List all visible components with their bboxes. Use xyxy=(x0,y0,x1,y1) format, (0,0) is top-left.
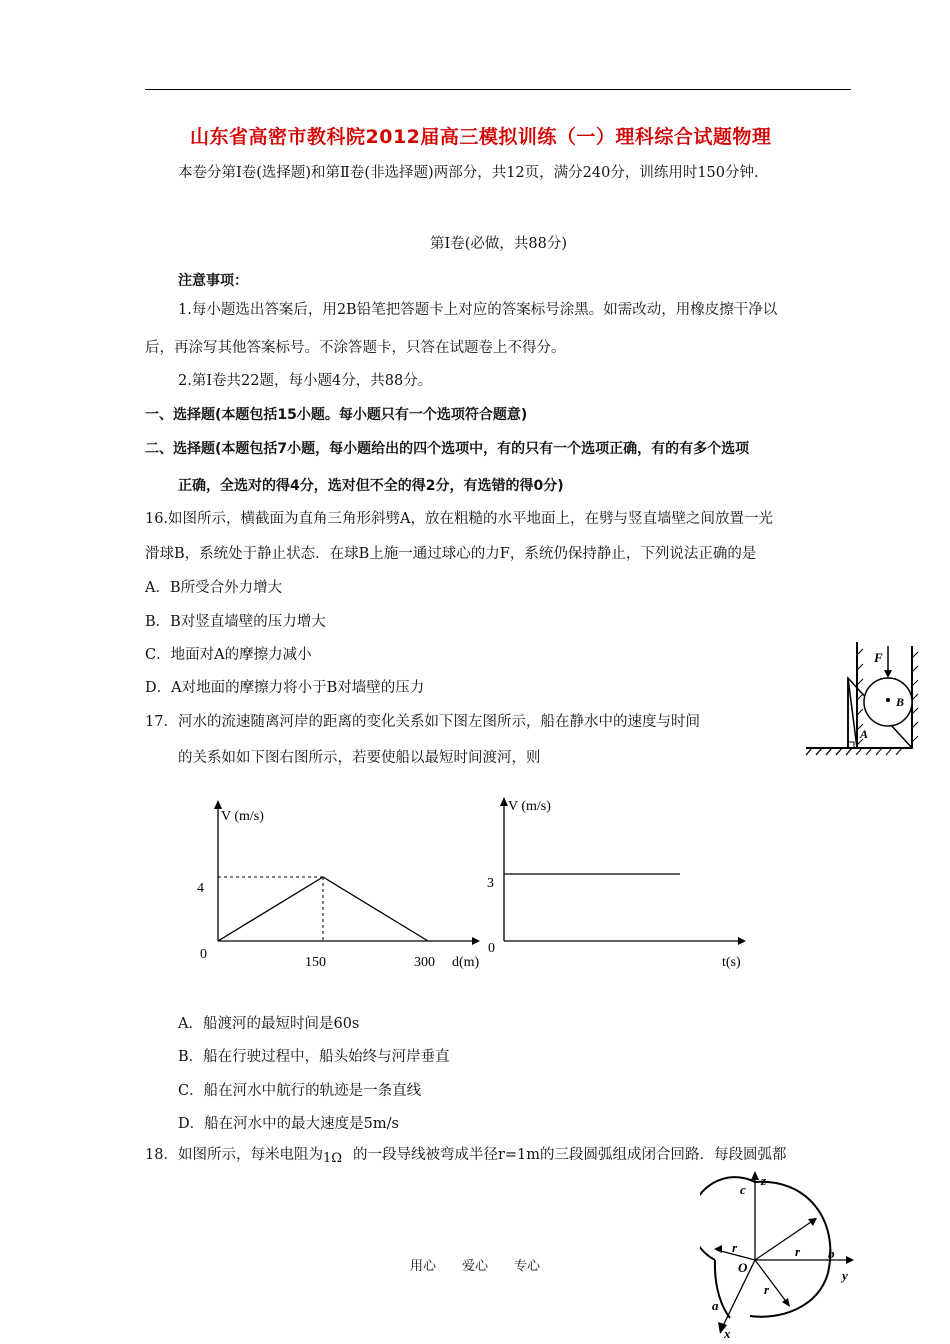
note-1-line-1: 1.每小题选出答案后，用2B铅笔把答题卡上对应的答案标号涂黑。如需改动，用橡皮擦干净以 xyxy=(178,302,778,318)
wedge-a-label: A xyxy=(860,727,869,741)
label-y: y xyxy=(842,1268,848,1283)
y-axis-label: V (m/s) xyxy=(221,809,264,824)
y-axis-arrow xyxy=(214,800,222,809)
boat-speed-chart xyxy=(480,790,770,975)
radius-upper-right-arrow xyxy=(808,1218,817,1226)
q17-line-1: 17．河水的流速随离河岸的距离的变化关系如下图左图所示，船在静水中的速度与时间 xyxy=(145,714,700,730)
q18-text-b: 的一段导线被弯成半径r=1m的三段圆弧组成闭合回路．每段圆弧都 xyxy=(352,1147,787,1163)
x-axis-label: d(m) xyxy=(452,955,480,970)
y-axis-label: V (m/s) xyxy=(508,799,551,814)
q16-option-a: A．B所受合外力增大 xyxy=(145,580,283,596)
header-rule xyxy=(145,89,851,90)
part-2-heading-line-2: 正确，全选对的得4分，选对但不全的得2分，有选错的得0分) xyxy=(178,478,564,494)
q17-option-c: C．船在河水中航行的轨迹是一条直线 xyxy=(178,1083,422,1099)
label-r-right: r xyxy=(795,1244,801,1259)
radius-left-arrow xyxy=(714,1245,722,1253)
x-axis-arrow xyxy=(472,937,480,945)
x-axis-label: t(s) xyxy=(722,955,741,970)
page-footer: 用心 爱心 专心 xyxy=(410,1259,541,1274)
x-tick-300: 300 xyxy=(414,955,435,970)
z-axis-arrow xyxy=(751,1171,759,1180)
part-2-heading-line-1: 二、选择题(本题包括7小题，每小题给出的四个选项中，有的只有一个选项正确，有的有多个选项 xyxy=(145,441,750,457)
q18-text-a: 18．如图所示，每米电阻为 xyxy=(145,1147,323,1163)
label-r-left: r xyxy=(732,1240,738,1255)
q16-option-c: C．地面对A的摩擦力减小 xyxy=(145,647,312,663)
q16-line-1: 16.如图所示，横截面为直角三角形斜劈A，放在粗糙的水平地面上，在劈与竖直墙壁之间放置一光 xyxy=(145,511,774,527)
radius-upper-right xyxy=(755,1220,814,1260)
force-f-label: F xyxy=(874,650,883,665)
q16-figure-body xyxy=(800,640,920,762)
y-axis-arrow xyxy=(846,1256,854,1264)
label-a: a xyxy=(712,1298,719,1313)
x-tick-0: 0 xyxy=(200,947,207,962)
q16-option-d: D．A对地面的摩擦力将小于B对墙壁的压力 xyxy=(145,680,425,696)
document-title: 山东省高密市教科院2012届高三模拟训练（一）理科综合试题物理 xyxy=(190,126,772,148)
q17-option-d: D．船在河水中的最大速度是5m/s xyxy=(178,1116,399,1132)
intro-text: 本卷分第Ⅰ卷(选择题)和第Ⅱ卷(非选择题)两部分，共12页，满分240分，训练用时150分钟. xyxy=(178,165,759,181)
origin-label: 0 xyxy=(488,941,495,956)
label-b: b xyxy=(828,1246,835,1261)
y-tick-4: 4 xyxy=(197,881,204,896)
q18-figure xyxy=(700,1168,860,1340)
label-x: x xyxy=(724,1326,731,1340)
y-axis-arrow xyxy=(500,797,508,806)
part-1-heading: 一、选择题(本题包括15小题。每小题只有一个选项符合题意) xyxy=(145,407,528,423)
q17-option-b: B．船在行驶过程中，船头始终与河岸垂直 xyxy=(178,1049,450,1065)
label-c: c xyxy=(740,1182,746,1197)
x-axis-arrow xyxy=(738,937,746,945)
note-2: 2.第Ⅰ卷共22题，每小题4分，共88分。 xyxy=(178,373,433,389)
notes-heading: 注意事项： xyxy=(178,273,248,289)
label-r-lower: r xyxy=(764,1282,770,1297)
x-tick-150: 150 xyxy=(305,955,326,970)
ball-b-label: B xyxy=(896,695,905,709)
note-1-line-2: 后，再涂写其他答案标号。不涂答题卡，只答在试题卷上不得分。 xyxy=(145,340,566,356)
q16-line-2: 滑球B，系统处于静止状态．在球B上施一通过球心的力F，系统仍保持静止，下列说法正确的是 xyxy=(145,546,757,562)
label-origin: O xyxy=(738,1260,748,1275)
section-title: 第Ⅰ卷(必做，共88分) xyxy=(430,236,567,252)
q18-line-1 xyxy=(145,1145,787,1169)
river-speed-chart xyxy=(190,795,490,975)
q16-option-b: B．B对竖直墙壁的压力增大 xyxy=(145,614,326,630)
radius-lower xyxy=(755,1260,788,1304)
q17-line-2: 的关系如如下图右图所示，若要使船以最短时间渡河，则 xyxy=(178,750,541,766)
q17-option-a: A．船渡河的最短时间是60s xyxy=(178,1016,360,1032)
y-tick-3: 3 xyxy=(487,876,494,891)
radius-lower-arrow xyxy=(782,1298,790,1307)
label-z: z xyxy=(761,1173,767,1188)
arc-left-upper xyxy=(700,1177,755,1260)
arc-right xyxy=(750,1182,830,1317)
q18-resistance-symbol: 1Ω xyxy=(322,1151,343,1166)
